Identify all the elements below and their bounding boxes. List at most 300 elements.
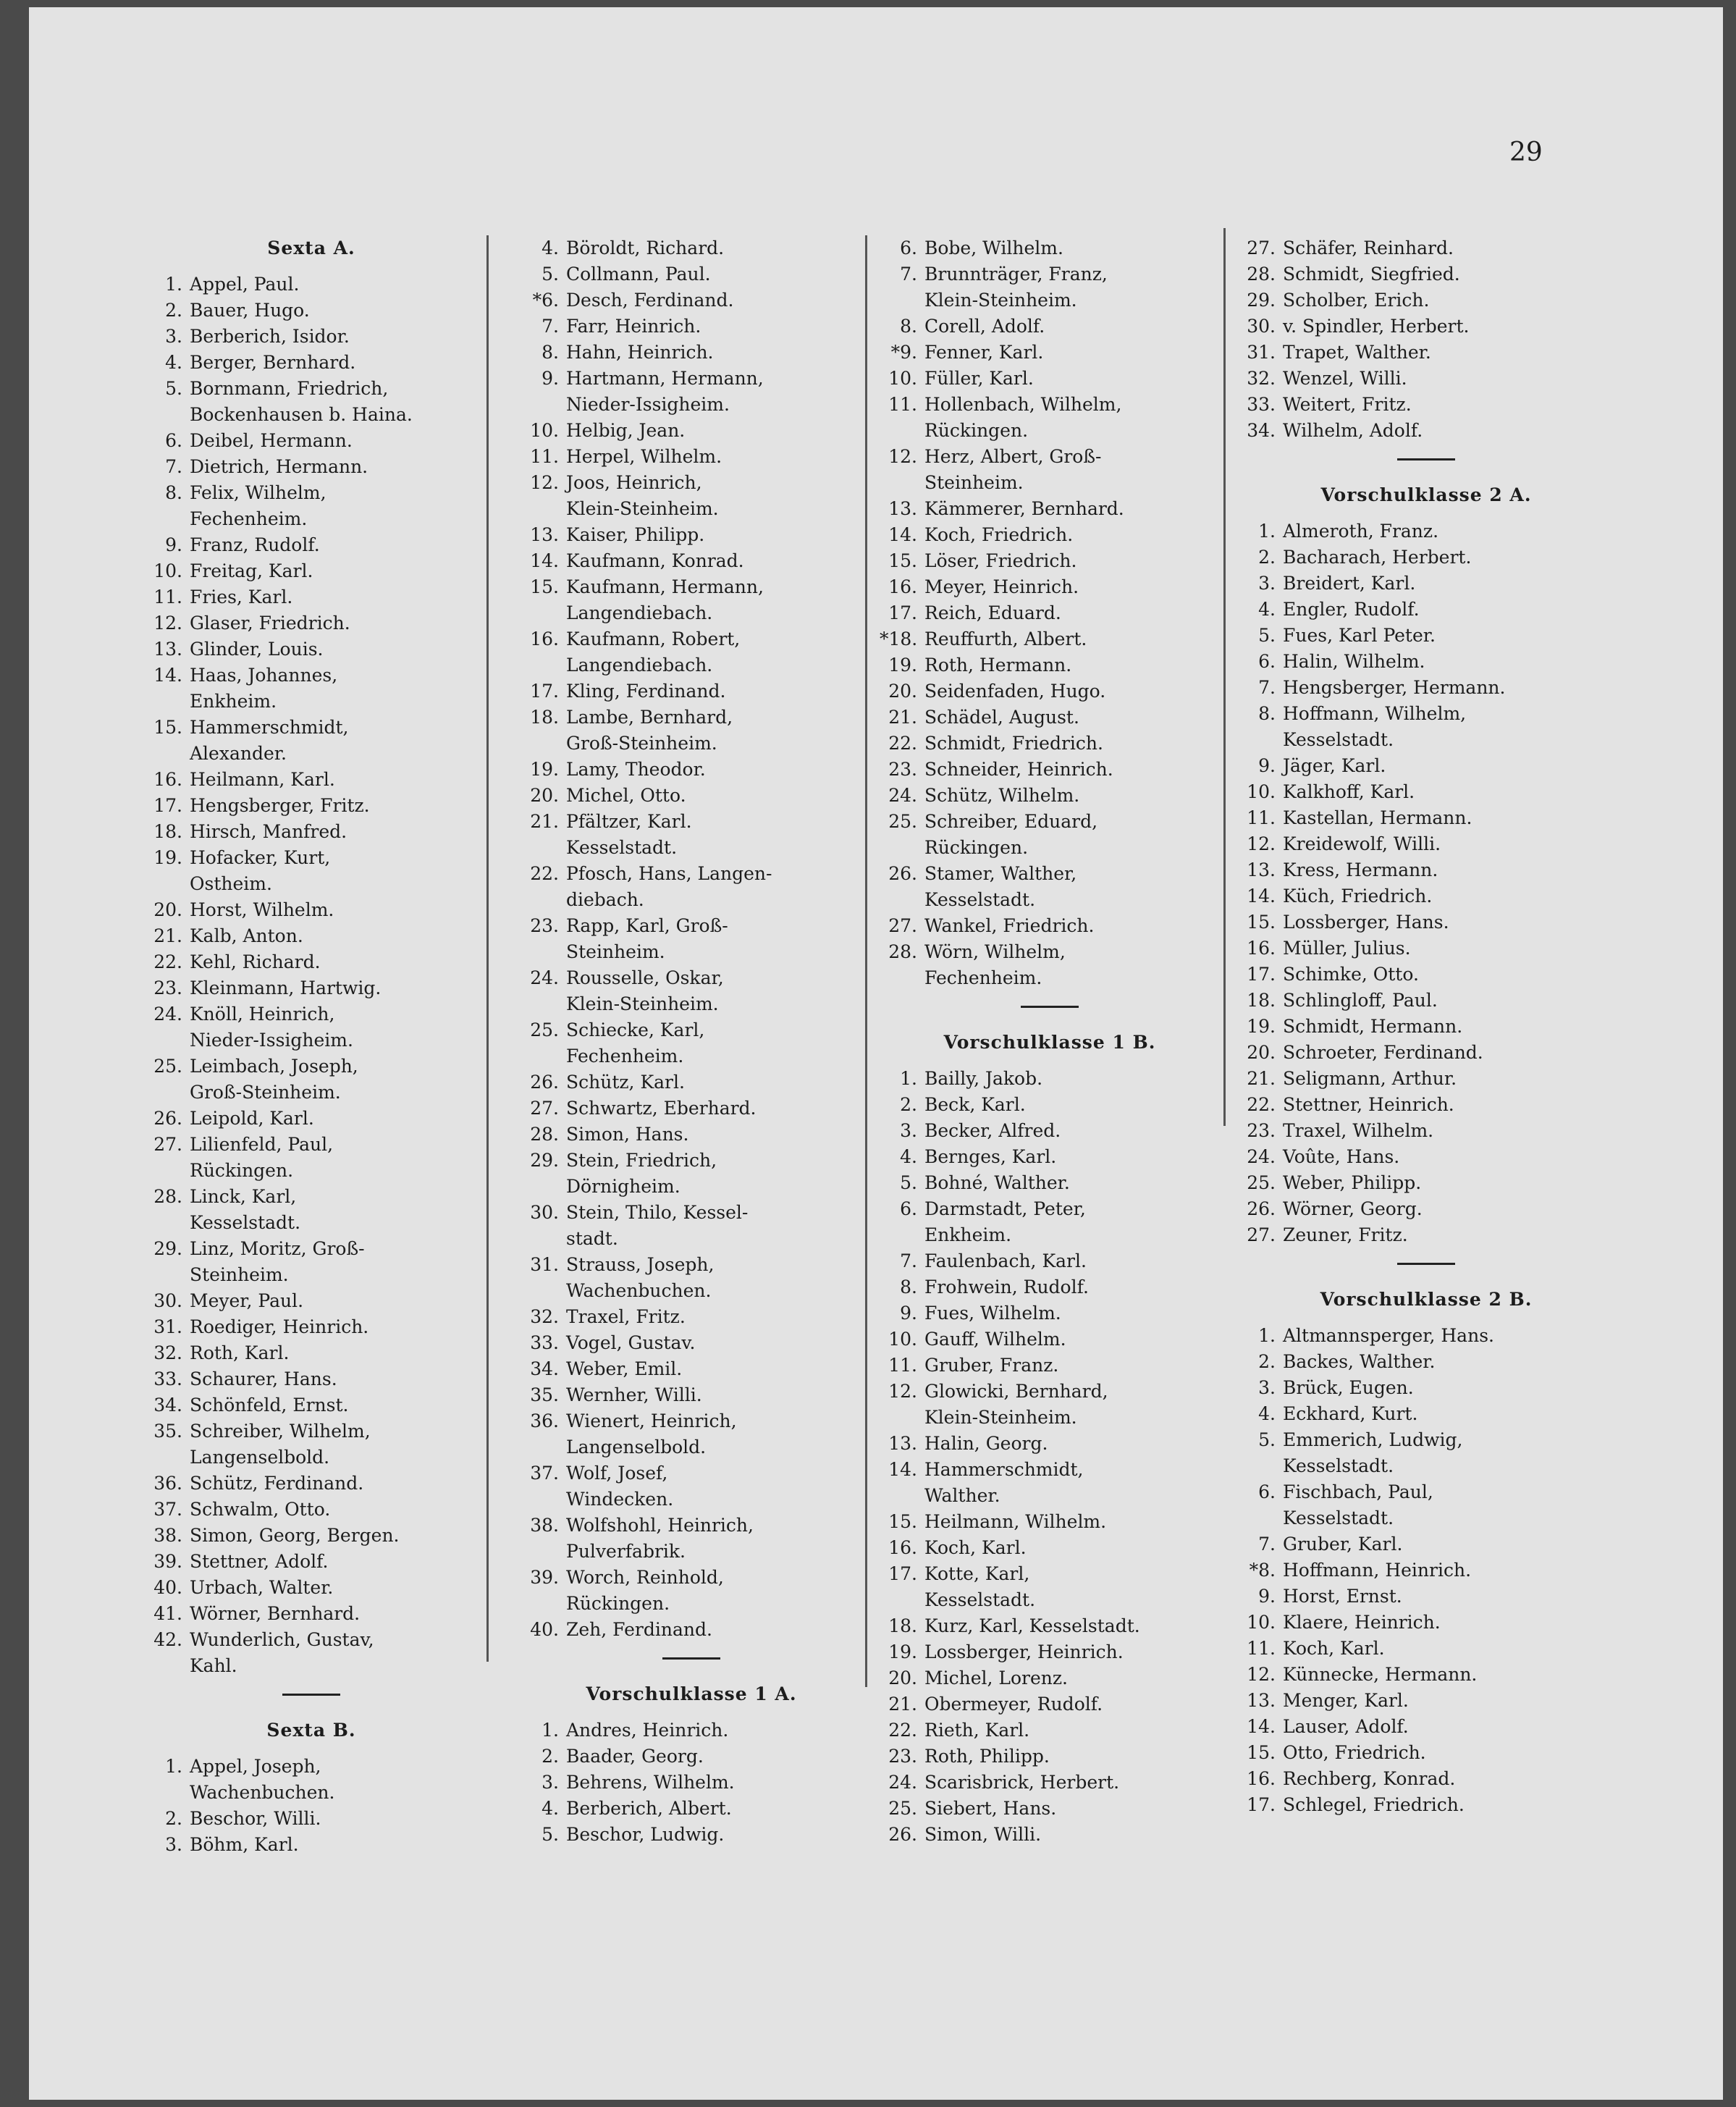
list-item: [1238, 1610, 1614, 1636]
entry-number: 2.: [1258, 547, 1276, 568]
list-item: [1238, 1014, 1614, 1040]
entry-location: Klein-Steinheim.: [924, 290, 1077, 311]
entry-number: 21.: [888, 707, 917, 728]
entry-location: Klein-Steinheim.: [924, 1407, 1077, 1428]
section-heading: Sexta A.: [267, 237, 355, 258]
entry-number: 19.: [530, 759, 559, 780]
entry-name: Frohwein, Rudolf.: [924, 1277, 1089, 1298]
entry-name: Menger, Karl.: [1283, 1690, 1409, 1711]
entry-number: 15.: [1247, 1742, 1276, 1763]
list-item: [145, 480, 478, 506]
list-item: [880, 1196, 1220, 1222]
entry-name: Meyer, Paul.: [190, 1290, 304, 1311]
entry-name: Böhm, Karl.: [190, 1834, 299, 1855]
entry-number: 41.: [153, 1603, 182, 1624]
list-item: [1238, 779, 1614, 805]
entry-number: 40.: [530, 1619, 559, 1640]
entry-number: 7.: [542, 316, 559, 337]
entry-location: Ostheim.: [190, 873, 272, 894]
entry-number: 6.: [900, 1198, 917, 1219]
list-item: [521, 809, 861, 835]
list-item: [1238, 701, 1614, 727]
entry-number: 30.: [1247, 316, 1276, 337]
entry-number: 9.: [1258, 755, 1276, 776]
list-item: [145, 1523, 478, 1549]
entry-name: Traxel, Fritz.: [566, 1306, 686, 1327]
entry-name: Dietrich, Hermann.: [190, 456, 368, 477]
entry-name: Stamer, Walther,: [924, 863, 1077, 884]
entry-name: Böroldt, Richard.: [566, 237, 725, 258]
entry-name: Schroeter, Ferdinand.: [1283, 1042, 1483, 1063]
entry-name: v. Spindler, Herbert.: [1283, 316, 1470, 337]
entry-number: 1.: [165, 274, 182, 295]
entry-name: Horst, Wilhelm.: [190, 899, 334, 920]
entry-number: 2.: [1258, 1351, 1276, 1372]
entry-name: Schneider, Heinrich.: [924, 759, 1113, 780]
entry-number: 20.: [1247, 1042, 1276, 1063]
list-item: [1238, 1349, 1614, 1375]
entry-name: Michel, Lorenz.: [924, 1667, 1068, 1688]
entry-number: 5.: [1258, 1429, 1276, 1450]
entry-location: Klein-Steinheim.: [566, 993, 719, 1014]
entry-name: Franz, Rudolf.: [190, 534, 320, 555]
entry-name: Seligmann, Arthur.: [1283, 1068, 1457, 1089]
entry-name: Fischbach, Paul,: [1283, 1481, 1433, 1502]
list-item: [145, 584, 478, 610]
entry-number: 25.: [888, 1798, 917, 1819]
list-item: [145, 532, 478, 558]
list-item: [145, 1601, 478, 1627]
entry-name: Kehl, Richard.: [190, 951, 321, 972]
list-item: [1238, 366, 1614, 392]
list-item: [1238, 1066, 1614, 1092]
entry-location: Steinheim.: [190, 1264, 289, 1285]
list-item: [521, 1095, 861, 1122]
list-item: [1238, 287, 1614, 314]
entry-number: 13.: [888, 498, 917, 519]
entry-name: Beck, Karl.: [924, 1094, 1026, 1115]
entry-number: 7.: [900, 1250, 917, 1271]
entry-name: Obermeyer, Rudolf.: [924, 1694, 1103, 1715]
list-item: [1238, 1401, 1614, 1427]
list-item: [145, 558, 478, 584]
entry-name: Wunderlich, Gustav,: [190, 1629, 374, 1650]
entry-name: Corell, Adolf.: [924, 316, 1045, 337]
entry-number: 24.: [888, 1772, 917, 1793]
entry-name: Pfältzer, Karl.: [566, 811, 692, 832]
list-item: [880, 1457, 1220, 1483]
list-item: [880, 522, 1220, 548]
entry-number: 18.: [888, 1615, 917, 1636]
entry-number: 16.: [153, 769, 182, 790]
entry-number: 20.: [153, 899, 182, 920]
entry-number: 27.: [888, 915, 917, 936]
entry-number: 2.: [900, 1094, 917, 1115]
entry-name: Michel, Otto.: [566, 785, 686, 806]
list-item: [521, 626, 861, 652]
entry-name: Deibel, Hermann.: [190, 430, 353, 451]
entry-name: Faulenbach, Karl.: [924, 1250, 1087, 1271]
entry-location: Pulverfabrik.: [566, 1541, 686, 1562]
entry-name: Kaufmann, Konrad.: [566, 550, 744, 571]
entry-name: Küch, Friedrich.: [1283, 886, 1433, 907]
entry-name: Schmidt, Siegfried.: [1283, 264, 1460, 285]
entry-name: Urbach, Walter.: [190, 1577, 334, 1598]
entry-number: 32.: [530, 1306, 559, 1327]
entry-location: Dörnigheim.: [566, 1176, 681, 1197]
list-item: [521, 678, 861, 705]
list-item: [145, 845, 478, 871]
entry-location: Steinheim.: [924, 472, 1024, 493]
list-item: [145, 350, 478, 376]
list-item: [1238, 1375, 1614, 1401]
list-item: [880, 809, 1220, 835]
entry-name: Beschor, Willi.: [190, 1808, 321, 1829]
entry-number: 16.: [1247, 938, 1276, 959]
entry-number: 5.: [542, 1824, 559, 1845]
entry-name: Bailly, Jakob.: [924, 1068, 1043, 1089]
entry-name: Rousselle, Oskar,: [566, 967, 724, 988]
entry-number: 33.: [530, 1332, 559, 1353]
entry-number: 30.: [530, 1202, 559, 1223]
entry-number: 7.: [1258, 677, 1276, 698]
entry-number: 8.: [1258, 703, 1276, 724]
entry-number: *18.: [880, 628, 918, 649]
entry-location: Fechenheim.: [566, 1046, 684, 1067]
list-item: [521, 1122, 861, 1148]
entry-name: Wörner, Bernhard.: [190, 1603, 361, 1624]
section-divider: [282, 1694, 340, 1696]
entry-number: 23.: [888, 1746, 917, 1767]
entry-name: Wolf, Josef,: [566, 1463, 668, 1484]
list-item: [145, 428, 478, 454]
list-item: [145, 1549, 478, 1575]
entry-number: 4.: [542, 237, 559, 258]
list-item: [145, 1001, 478, 1027]
entry-location: Steinheim.: [566, 941, 665, 962]
entry-number: 10.: [153, 560, 182, 581]
entry-number: 22.: [1247, 1094, 1276, 1115]
entry-number: 19.: [1247, 1016, 1276, 1037]
entry-number: 10.: [1247, 781, 1276, 802]
entry-name: Schlegel, Friedrich.: [1283, 1794, 1465, 1815]
list-item: [521, 913, 861, 939]
entry-name: Bobe, Wilhelm.: [924, 237, 1063, 258]
list-item: [880, 783, 1220, 809]
entry-name: Reuffurth, Albert.: [924, 628, 1087, 649]
entry-location: diebach.: [566, 889, 644, 910]
list-item: [880, 1561, 1220, 1587]
list-item: [880, 1170, 1220, 1196]
list-item: [521, 574, 861, 600]
entry-name: Bacharach, Herbert.: [1283, 547, 1472, 568]
entry-number: 37.: [530, 1463, 559, 1484]
entry-number: 27.: [1247, 1224, 1276, 1245]
entry-number: 32.: [153, 1342, 182, 1363]
list-item: [521, 418, 861, 444]
entry-number: 17.: [530, 681, 559, 702]
entry-name: Wenzel, Willi.: [1283, 368, 1407, 389]
entry-number: 27.: [153, 1134, 182, 1155]
entry-number: 15.: [153, 717, 182, 738]
entry-location: Kesselstadt.: [1283, 729, 1394, 750]
entry-number: 35.: [530, 1384, 559, 1405]
entry-location: Langendiebach.: [566, 655, 713, 676]
list-item: [1238, 753, 1614, 779]
entry-number: 21.: [1247, 1068, 1276, 1089]
list-item: [1238, 623, 1614, 649]
entry-number: 12.: [888, 1381, 917, 1402]
entry-name: Wolfshohl, Heinrich,: [566, 1515, 754, 1536]
entry-name: Herz, Albert, Groß-: [924, 446, 1102, 467]
list-item: [1238, 1427, 1614, 1453]
entry-number: 25.: [888, 811, 917, 832]
entry-number: 26.: [530, 1072, 559, 1093]
entry-name: Fues, Wilhelm.: [924, 1303, 1061, 1324]
entry-name: Appel, Joseph,: [190, 1756, 321, 1777]
column-4: [1238, 235, 1614, 1818]
entry-name: Almeroth, Franz.: [1283, 521, 1439, 542]
entry-name: Pfosch, Hans, Langen-: [566, 863, 772, 884]
list-item: [880, 392, 1220, 418]
list-item: [1238, 675, 1614, 701]
entry-number: 13.: [153, 639, 182, 660]
list-item: [1238, 1040, 1614, 1066]
entry-number: 19.: [153, 847, 182, 868]
entry-number: 14.: [153, 665, 182, 686]
list-item: [1238, 1662, 1614, 1688]
entry-number: 3.: [165, 326, 182, 347]
entry-name: Bauer, Hugo.: [190, 300, 310, 321]
entry-number: 26.: [153, 1108, 182, 1129]
entry-number: 35.: [153, 1421, 182, 1442]
entry-name: Darmstadt, Peter,: [924, 1198, 1086, 1219]
list-item: [880, 1613, 1220, 1639]
list-item: [145, 272, 478, 298]
entry-name: Linck, Karl,: [190, 1186, 297, 1207]
entry-name: Hengsberger, Fritz.: [190, 795, 370, 816]
entry-name: Baader, Georg.: [566, 1746, 704, 1767]
entry-number: 14.: [888, 1459, 917, 1480]
entry-number: 20.: [888, 1667, 917, 1688]
list-item: [1238, 392, 1614, 418]
entry-name: Kämmerer, Bernhard.: [924, 498, 1124, 519]
entry-name: Hartmann, Hermann,: [566, 368, 764, 389]
entry-name: Farr, Heinrich.: [566, 316, 701, 337]
list-item: [145, 1832, 478, 1858]
list-item: [880, 1822, 1220, 1848]
list-item: [880, 652, 1220, 678]
entry-name: Traxel, Wilhelm.: [1283, 1120, 1434, 1141]
entry-name: Gruber, Franz.: [924, 1355, 1059, 1376]
entry-number: 33.: [1247, 394, 1276, 415]
entry-location: Nieder-Issigheim.: [190, 1030, 353, 1051]
list-item: [521, 1069, 861, 1095]
entry-name: Kling, Ferdinand.: [566, 681, 726, 702]
entry-name: Kress, Hermann.: [1283, 859, 1438, 880]
entry-name: Schwalm, Otto.: [190, 1499, 331, 1520]
entry-number: 11.: [1247, 1638, 1276, 1659]
list-item: [521, 1744, 861, 1770]
entry-name: Otto, Friedrich.: [1283, 1742, 1426, 1763]
entry-name: Lossberger, Heinrich.: [924, 1641, 1124, 1662]
list-item: [1238, 1766, 1614, 1792]
entry-name: Simon, Georg, Bergen.: [190, 1525, 400, 1546]
entry-location: stadt.: [566, 1228, 618, 1249]
entry-name: Eckhard, Kurt.: [1283, 1403, 1418, 1424]
entry-name: Schütz, Karl.: [566, 1072, 685, 1093]
entry-name: Hoffmann, Heinrich.: [1283, 1560, 1472, 1581]
list-item: [145, 949, 478, 975]
entry-name: Leimbach, Joseph,: [190, 1056, 358, 1077]
page-number: 29: [1509, 138, 1543, 167]
entry-location: Rückingen.: [190, 1160, 294, 1181]
list-item: [521, 287, 861, 314]
entry-name: Seidenfaden, Hugo.: [924, 681, 1106, 702]
entry-location: Fechenheim.: [924, 967, 1042, 988]
entry-name: Weber, Emil.: [566, 1358, 683, 1379]
list-item: [880, 235, 1220, 261]
entry-location: Kahl.: [190, 1655, 237, 1676]
list-item: [521, 1565, 861, 1591]
entry-number: 23.: [1247, 1120, 1276, 1141]
entry-number: 27.: [530, 1098, 559, 1119]
entry-location: Wachenbuchen.: [566, 1280, 712, 1301]
list-item: [521, 522, 861, 548]
list-item: [880, 1118, 1220, 1144]
entry-number: 42.: [153, 1629, 182, 1650]
section-heading: Sexta B.: [266, 1720, 356, 1741]
column-divider: [1223, 228, 1226, 1126]
list-item: [521, 705, 861, 731]
entry-number: 14.: [1247, 886, 1276, 907]
list-item: [880, 314, 1220, 340]
entry-number: 6.: [165, 430, 182, 451]
list-item: [1238, 1584, 1614, 1610]
list-item: [145, 663, 478, 689]
entry-number: 39.: [530, 1567, 559, 1588]
entry-name: Wörn, Wilhelm,: [924, 941, 1066, 962]
entry-number: 13.: [1247, 1690, 1276, 1711]
entry-number: 2.: [542, 1746, 559, 1767]
entry-number: 31.: [530, 1254, 559, 1275]
entry-number: 26.: [1247, 1198, 1276, 1219]
entry-number: 15.: [1247, 912, 1276, 933]
list-item: [145, 1471, 478, 1497]
list-item: [880, 1248, 1220, 1274]
entry-number: 5.: [1258, 625, 1276, 646]
list-item: [880, 1431, 1220, 1457]
list-item: [880, 1274, 1220, 1300]
entry-name: Kaufmann, Hermann,: [566, 576, 764, 597]
entry-number: 3.: [165, 1834, 182, 1855]
entry-name: Hoffmann, Wilhelm,: [1283, 703, 1467, 724]
list-item: [1238, 1118, 1614, 1144]
list-item: [1238, 857, 1614, 883]
list-item: [880, 913, 1220, 939]
column-divider: [865, 235, 867, 1687]
list-item: [521, 1796, 861, 1822]
entry-number: 14.: [888, 524, 917, 545]
entry-number: 20.: [530, 785, 559, 806]
entry-name: Collmann, Paul.: [566, 264, 711, 285]
entry-number: 14.: [1247, 1716, 1276, 1737]
entry-number: 14.: [530, 550, 559, 571]
list-item: [1238, 1170, 1614, 1196]
list-item: [880, 757, 1220, 783]
entry-name: Schaurer, Hans.: [190, 1368, 337, 1389]
entry-name: Hirsch, Manfred.: [190, 821, 347, 842]
entry-name: Siebert, Hans.: [924, 1798, 1057, 1819]
entry-location: Wachenbuchen.: [190, 1782, 335, 1803]
entry-number: 16.: [888, 1537, 917, 1558]
entry-name: Scarisbrick, Herbert.: [924, 1772, 1120, 1793]
list-item: [521, 1770, 861, 1796]
entry-name: Schwartz, Eberhard.: [566, 1098, 757, 1119]
entry-location: Enkheim.: [924, 1224, 1012, 1245]
entry-number: 22.: [530, 863, 559, 884]
entry-number: 3.: [1258, 573, 1276, 594]
entry-number: 6.: [900, 237, 917, 258]
entry-location: Kesselstadt.: [924, 1589, 1036, 1610]
entry-name: Glinder, Louis.: [190, 639, 324, 660]
entry-name: Roth, Karl.: [190, 1342, 290, 1363]
entry-number: 11.: [888, 394, 917, 415]
entry-number: 17.: [1247, 964, 1276, 985]
entry-number: 4.: [542, 1798, 559, 1819]
column-1: [145, 235, 478, 1858]
list-item: [880, 861, 1220, 887]
entry-name: Wernher, Willi.: [566, 1384, 702, 1405]
entry-number: 28.: [1247, 264, 1276, 285]
entry-number: 10.: [888, 368, 917, 389]
entry-name: Heilmann, Karl.: [190, 769, 335, 790]
entry-number: 3.: [900, 1120, 917, 1141]
list-item: [880, 1353, 1220, 1379]
entry-name: Schütz, Ferdinand.: [190, 1473, 364, 1494]
list-item: [1238, 235, 1614, 261]
section-heading: Vorschulklasse 2 B.: [1320, 1289, 1533, 1310]
entry-location: Langenselbold.: [190, 1447, 330, 1468]
list-item: [1238, 597, 1614, 623]
entry-number: 18.: [153, 821, 182, 842]
entry-number: 1.: [1258, 1325, 1276, 1346]
entry-name: Heilmann, Wilhelm.: [924, 1511, 1107, 1532]
entry-name: Kurz, Karl, Kesselstadt.: [924, 1615, 1140, 1636]
entry-number: 6.: [1258, 1481, 1276, 1502]
list-item: [145, 897, 478, 923]
list-item: [145, 1754, 478, 1780]
entry-name: Schlingloff, Paul.: [1283, 990, 1438, 1011]
entry-number: 25.: [153, 1056, 182, 1077]
entry-number: 24.: [888, 785, 917, 806]
list-item: [1238, 261, 1614, 287]
entry-number: 23.: [530, 915, 559, 936]
entry-name: Zeh, Ferdinand.: [566, 1619, 712, 1640]
list-item: [1238, 1144, 1614, 1170]
entry-number: *6.: [532, 290, 559, 311]
entry-name: Leipold, Karl.: [190, 1108, 314, 1129]
entry-number: 2.: [165, 300, 182, 321]
list-item: [880, 731, 1220, 757]
list-item: [1238, 935, 1614, 962]
entry-number: 15.: [888, 550, 917, 571]
entry-name: Reich, Eduard.: [924, 602, 1061, 623]
list-item: [521, 1356, 861, 1382]
entry-name: Klaere, Heinrich.: [1283, 1612, 1441, 1633]
list-item: [521, 1382, 861, 1408]
entry-location: Kesselstadt.: [1283, 1507, 1394, 1528]
